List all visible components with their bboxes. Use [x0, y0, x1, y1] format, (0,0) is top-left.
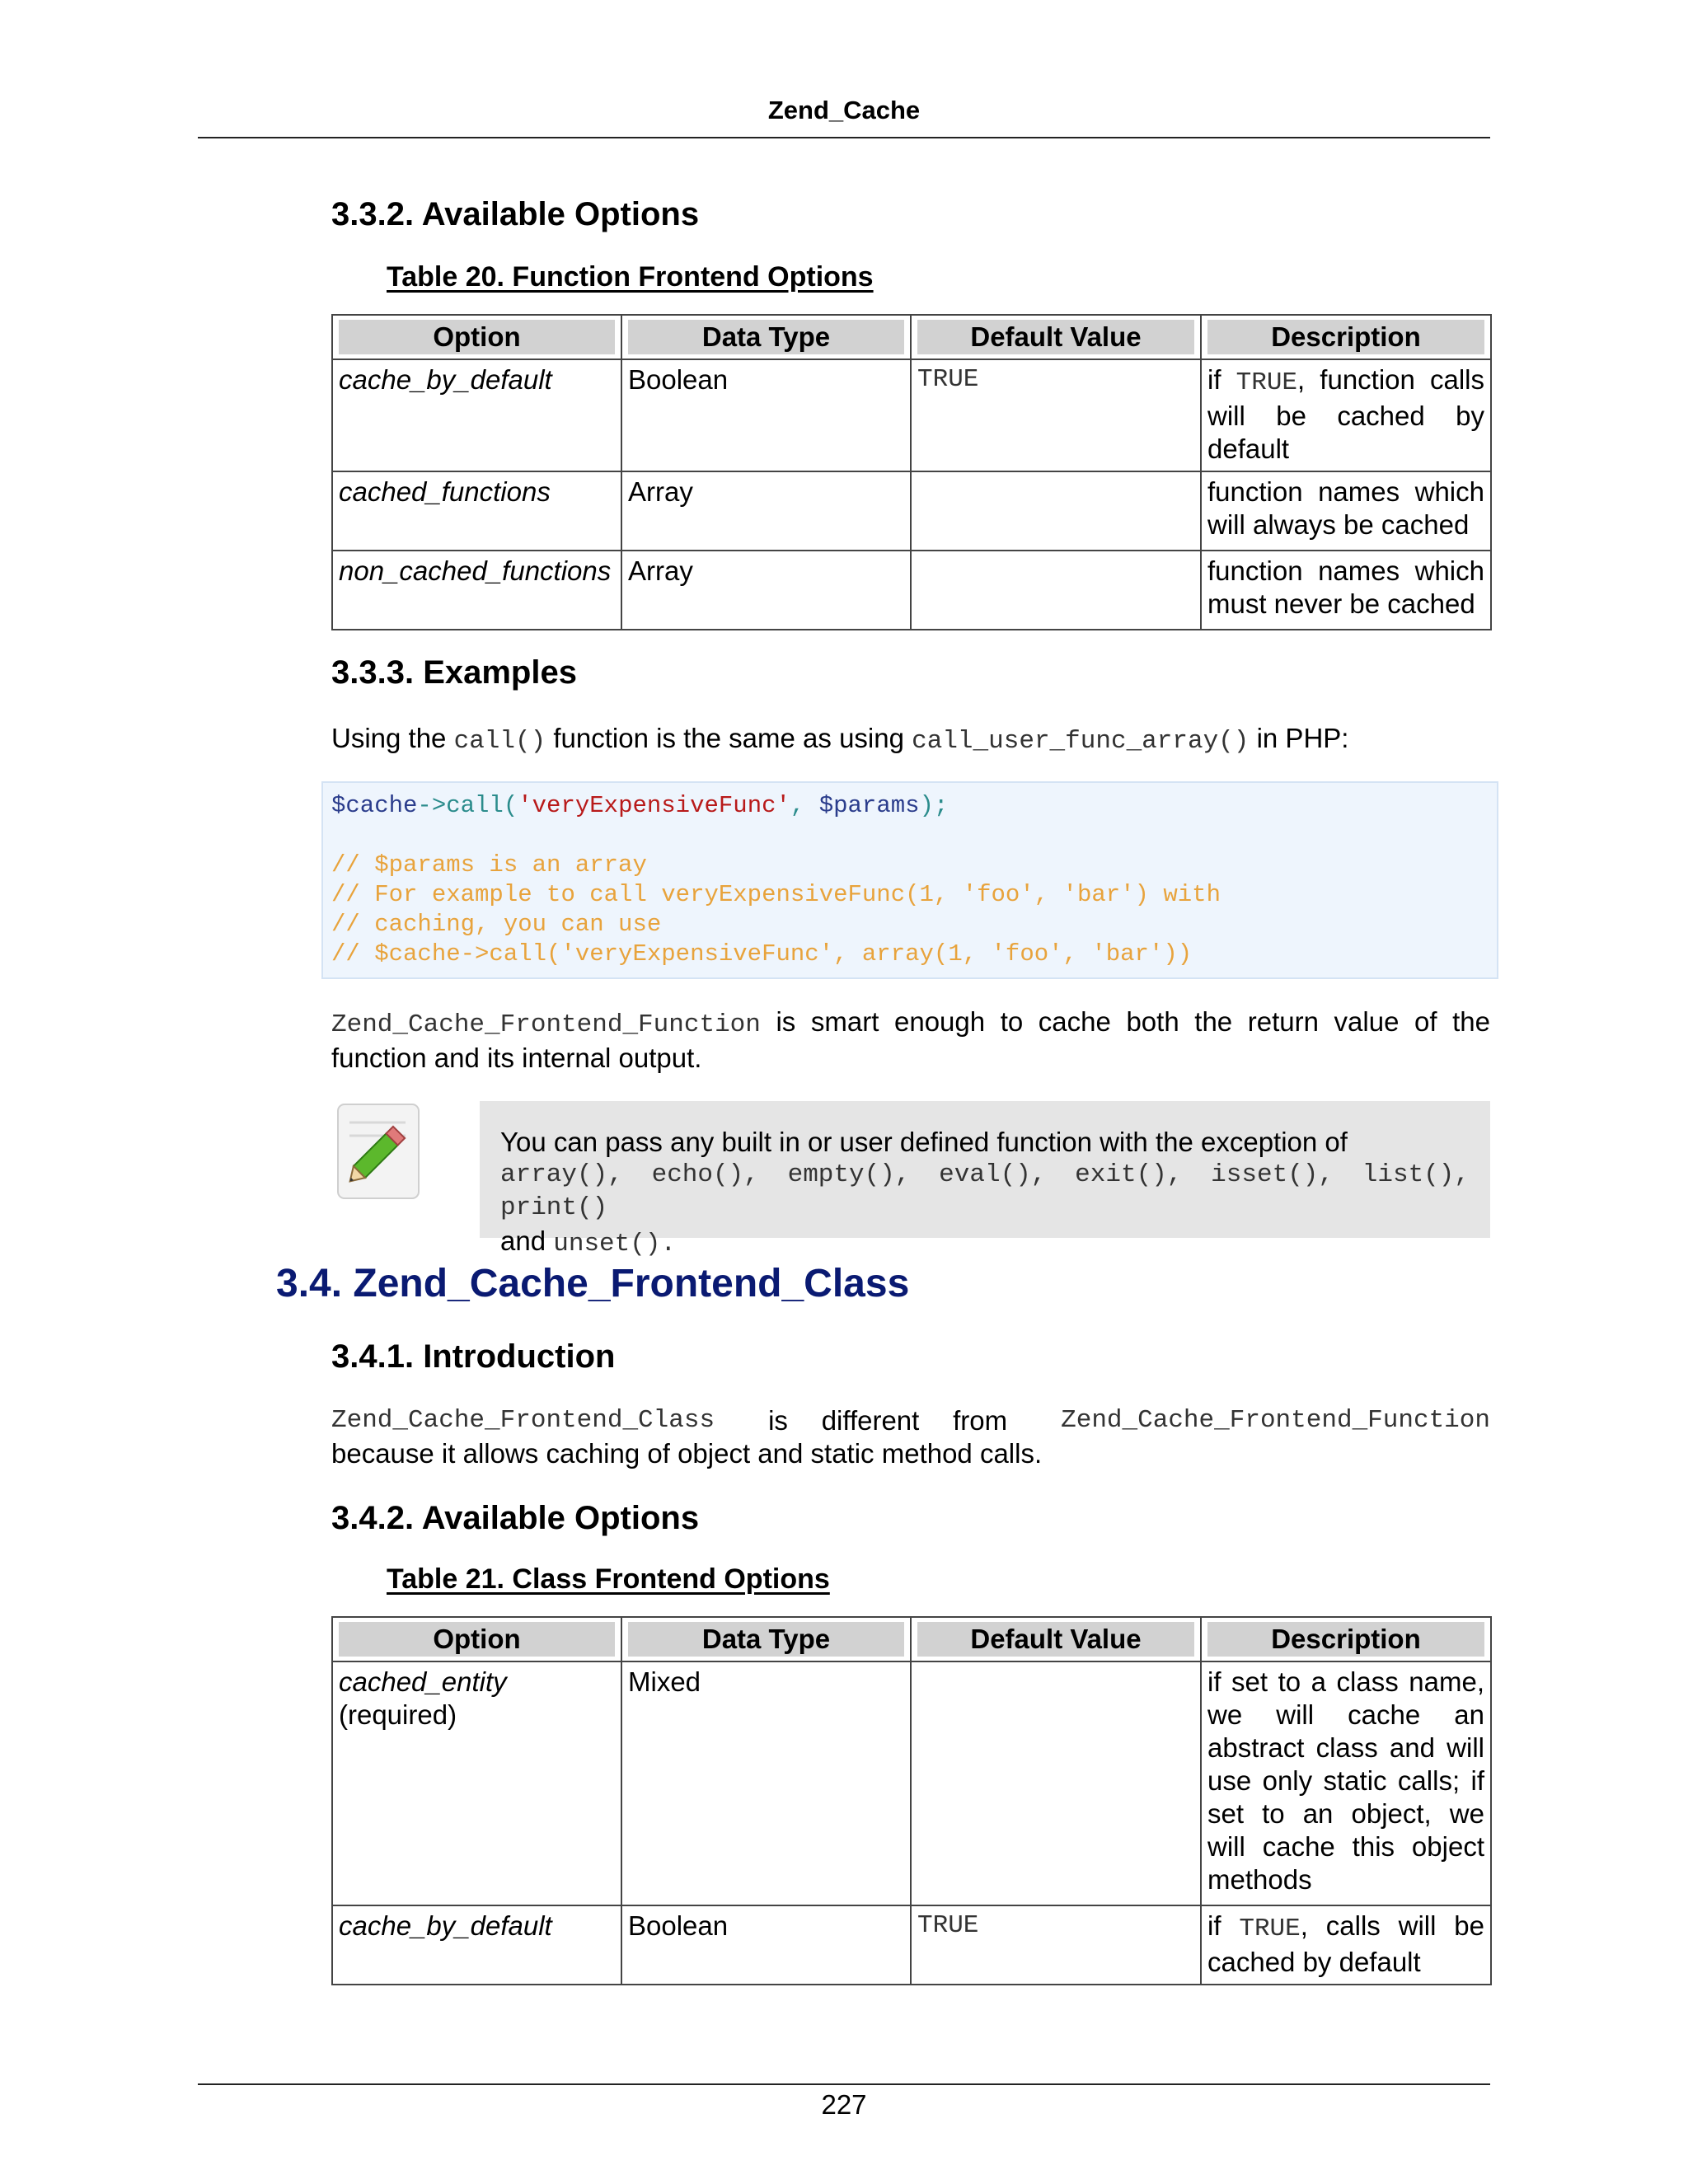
default-cell: TRUE	[911, 1905, 1201, 1985]
type-cell: Array	[621, 471, 911, 551]
class-frontend-options-table	[331, 1616, 1492, 1985]
table-row	[332, 1661, 1491, 1905]
class-intro-paragraph	[331, 1404, 1490, 1470]
column-header: Default Value	[911, 1617, 1201, 1661]
note-function-list: array(), echo(), empty(), eval(), exit(), isset(), list(), print()	[500, 1160, 1470, 1222]
table-row	[332, 471, 1491, 551]
class-intro-line-1: Zend_Cache_Frontend_Class is different from Zend_Cache_Frontend_Function	[331, 1405, 1490, 1436]
page-number: 227	[821, 2089, 867, 2120]
column-header: Description	[1201, 1617, 1491, 1661]
table-20-title: Table 20. Function Frontend Options	[387, 261, 874, 293]
type-cell: Boolean	[621, 1905, 911, 1985]
description-cell: function names which will always be cached	[1201, 471, 1491, 551]
table-row	[332, 551, 1491, 630]
table-row	[332, 359, 1491, 471]
function-frontend-options-table	[331, 314, 1492, 630]
option-cell: cached_entity (required)	[332, 1661, 621, 1905]
type-cell: Boolean	[621, 359, 911, 471]
column-header: Default Value	[911, 315, 1201, 359]
note-pencil-icon	[333, 1101, 425, 1203]
default-cell	[911, 551, 1201, 630]
table-header-row	[332, 1617, 1491, 1661]
column-header: Data Type	[621, 1617, 911, 1661]
running-header: Zend_Cache	[767, 96, 921, 124]
column-header: Data Type	[621, 315, 911, 359]
table-21-title: Table 21. Class Frontend Options	[387, 1563, 830, 1595]
examples-intro: Using the call() function is the same as using call_user_func_array() in PHP:	[331, 723, 1349, 756]
option-cell: cache_by_default	[332, 359, 621, 471]
description-cell: if TRUE, calls will be cached by default	[1201, 1905, 1491, 1985]
default-cell: TRUE	[911, 359, 1201, 471]
table-row	[332, 1905, 1491, 1985]
description-cell: if set to a class name, we will cache an abstract class and will use only static calls; if set to an object, we will cache this object methods	[1201, 1661, 1491, 1905]
header-rule	[198, 137, 1490, 138]
note-box	[480, 1101, 1490, 1258]
note-line-1: You can pass any built in or user defined function with the exception of	[500, 1127, 1348, 1157]
code-example-block: $cache->call('veryExpensiveFunc', $params); // $params is an array // For example to call veryExpensiveFunc(1, 'foo', 'bar') with // caching, you can use // $cache->call('veryExpensiveFunc', array(1, 'foo', 'bar'))	[321, 781, 1498, 979]
column-header: Description	[1201, 315, 1491, 359]
option-cell: non_cached_functions	[332, 551, 621, 630]
option-cell: cache_by_default	[332, 1905, 621, 1985]
column-header: Option	[332, 1617, 621, 1661]
section-heading-3-4-2: 3.4.2. Available Options	[331, 1500, 700, 1536]
section-heading-3-4: 3.4. Zend_Cache_Frontend_Class	[276, 1262, 910, 1305]
option-cell: cached_functions	[332, 471, 621, 551]
section-heading-3-3-3: 3.3.3. Examples	[331, 654, 577, 691]
frontend-function-paragraph: Zend_Cache_Frontend_Function is smart enough to cache both the return value of the function and its internal output.	[331, 1006, 1490, 1073]
column-header: Option	[332, 315, 621, 359]
section-heading-3-3-2: 3.3.2. Available Options	[331, 196, 700, 232]
description-cell: function names which must never be cached	[1201, 551, 1491, 630]
section-heading-3-4-1: 3.4.1. Introduction	[331, 1338, 616, 1375]
type-cell: Array	[621, 551, 911, 630]
class-intro-line-2: because it allows caching of object and static method calls.	[331, 1438, 1043, 1469]
description-cell: if TRUE, function calls will be cached by default	[1201, 359, 1491, 471]
footer-rule	[198, 2083, 1490, 2085]
default-cell	[911, 471, 1201, 551]
table-header-row	[332, 315, 1491, 359]
type-cell: Mixed	[621, 1661, 911, 1905]
note-line-3: and unset().	[500, 1226, 677, 1258]
default-cell	[911, 1661, 1201, 1905]
